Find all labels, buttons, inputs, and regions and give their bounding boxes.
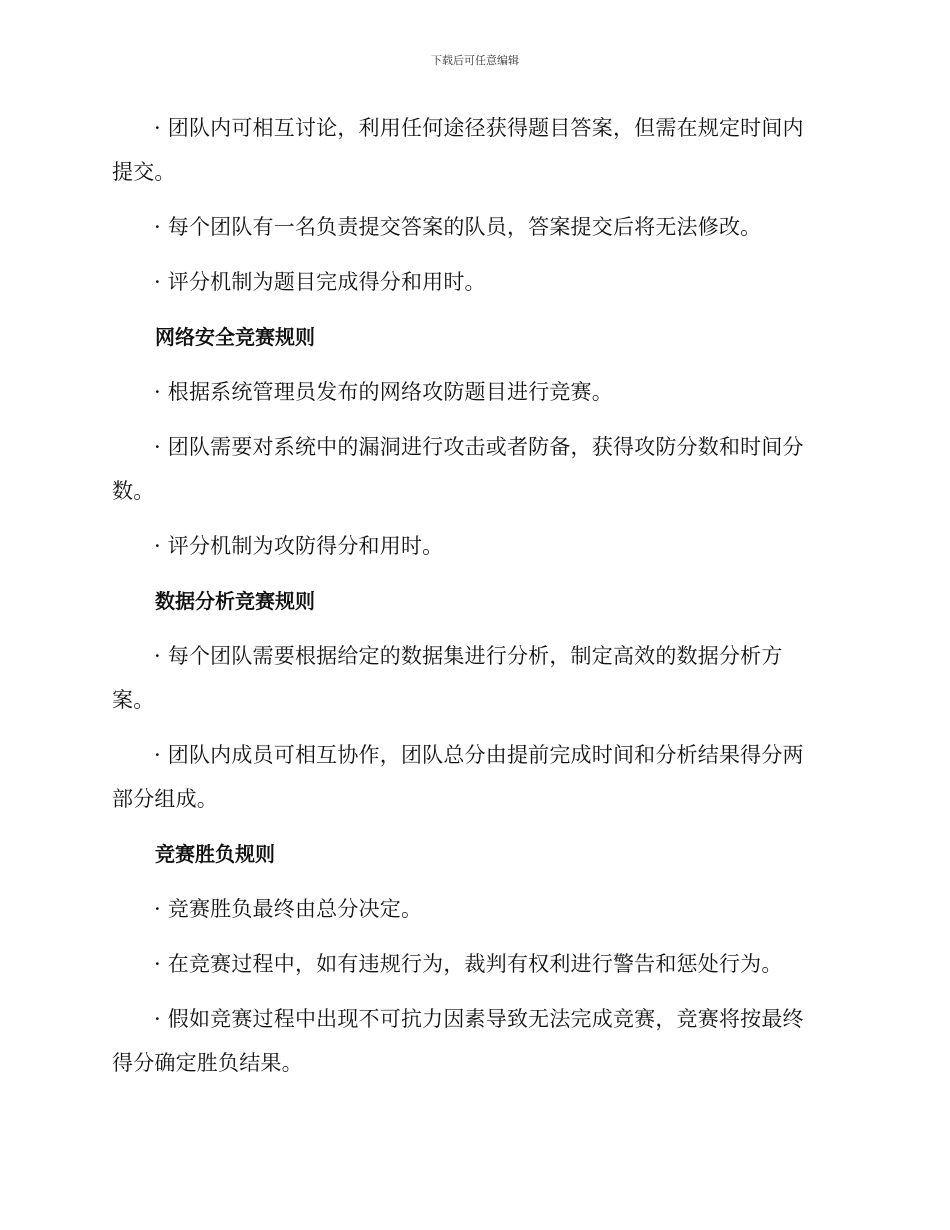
section-heading-win-loss: 竞赛胜负规则 [155, 842, 275, 866]
rule-item: · 评分机制为攻防得分和用时。 [154, 534, 444, 558]
rule-item: · 评分机制为题目完成得分和用时。 [154, 270, 486, 294]
rule-item: · 每个团队需要根据给定的数据集进行分析，制定高效的数据分析方案。 [112, 644, 783, 712]
rule-item: · 每个团队有一名负责提交答案的队员，答案提交后将无法修改。 [154, 215, 762, 239]
section-heading-network-security: 网络安全竞赛规则 [155, 325, 315, 349]
rule-item: · 根据系统管理员发布的网络攻防题目进行竞赛。 [154, 380, 613, 404]
rule-item: · 团队需要对系统中的漏洞进行攻击或者防备，获得攻防分数和时间分数。 [112, 435, 804, 503]
rule-item: · 团队内成员可相互协作，团队总分由提前完成时间和分析结果得分两部分组成。 [112, 743, 804, 811]
rule-item: · 在竞赛过程中，如有违规行为，裁判有权利进行警告和惩处行为。 [154, 952, 783, 976]
document-body [112, 106, 824, 1096]
rule-item: · 竞赛胜负最终由总分决定。 [154, 897, 423, 921]
page-header-note: 下载后可任意编辑 [431, 54, 519, 67]
section-heading-data-analysis: 数据分析竞赛规则 [155, 589, 315, 613]
rule-item: · 假如竞赛过程中出现不可抗力因素导致无法完成竞赛，竞赛将按最终得分确定胜负结果。 [112, 1007, 804, 1075]
rule-item: · 团队内可相互讨论，利用任何途径获得题目答案，但需在规定时间内提交。 [112, 116, 804, 184]
